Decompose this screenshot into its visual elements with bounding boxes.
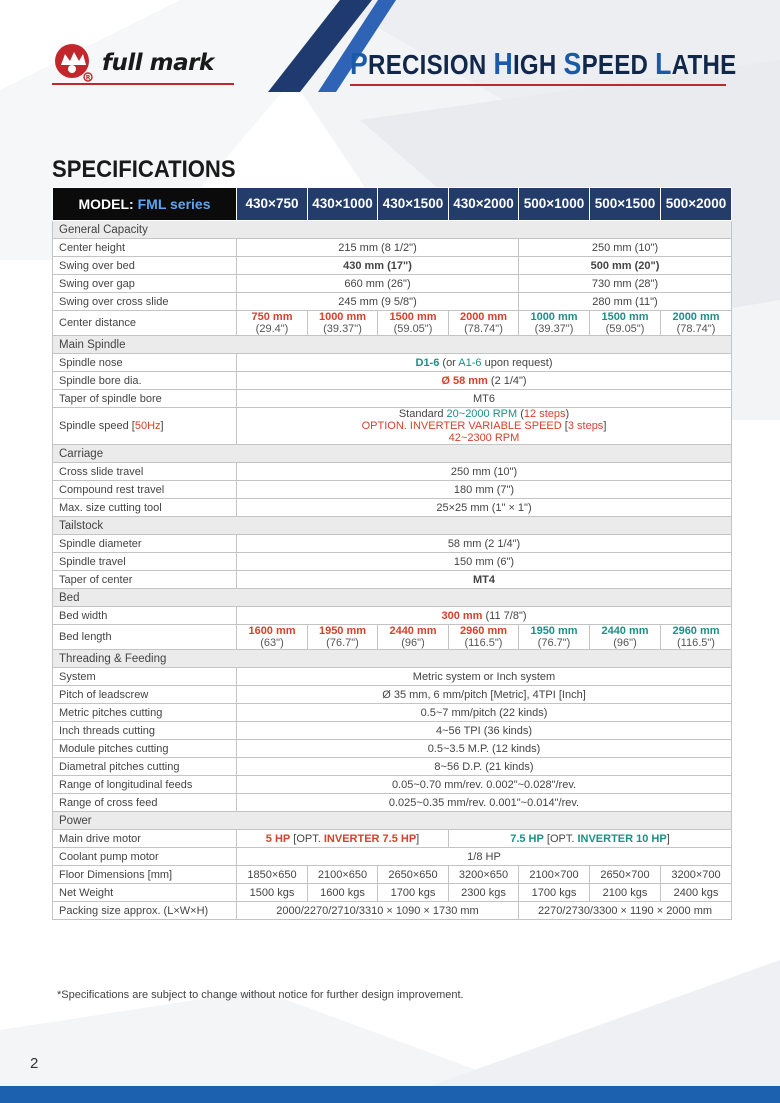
column-header: 430×750	[237, 188, 308, 221]
center-distance-cell: 2000 mm (78.74")	[449, 311, 519, 336]
model-header: MODEL: FML series	[53, 188, 237, 221]
footnote: *Specifications are subject to change without notice for further design improvement.	[57, 989, 464, 1001]
column-header: 500×1500	[590, 188, 661, 221]
cell-430: 430 mm (17")	[237, 257, 519, 275]
cell-500: 500 mm (20")	[519, 257, 732, 275]
column-header: 500×1000	[519, 188, 590, 221]
cell-value: 2400 kgs	[661, 884, 732, 902]
table-row	[53, 866, 732, 884]
section-title: Main Spindle	[53, 336, 732, 354]
cell-value: 2100 kgs	[590, 884, 661, 902]
row-label: Taper of spindle bore	[53, 390, 237, 408]
table-row	[53, 553, 732, 571]
table-row	[53, 668, 732, 686]
row-label: Packing size approx. (L×W×H)	[53, 902, 237, 920]
section-title: General Capacity	[53, 221, 732, 239]
center-distance-cell: 1000 mm (39.37")	[308, 311, 378, 336]
section-title: Power	[53, 812, 732, 830]
brand-name: full mark	[102, 50, 214, 76]
row-label: Spindle travel	[53, 553, 237, 571]
specifications-table	[52, 187, 732, 920]
row-label: Range of longitudinal feeds	[53, 776, 237, 794]
center-distance-cell: 750 mm (29.4")	[237, 311, 308, 336]
cell-value: 1/8 HP	[237, 848, 732, 866]
table-header-row	[53, 188, 732, 221]
section-title: Threading & Feeding	[53, 650, 732, 668]
cell-value: 250 mm (10")	[237, 463, 732, 481]
cell-value: 1700 kgs	[378, 884, 449, 902]
cell-value: 1600 kgs	[308, 884, 378, 902]
section-title: Carriage	[53, 445, 732, 463]
page-title: PRECISION HIGH SPEED LATHE	[350, 46, 737, 81]
row-label: Spindle bore dia.	[53, 372, 237, 390]
table-row	[53, 463, 732, 481]
cell-value: 180 mm (7")	[237, 481, 732, 499]
cell-500: 280 mm (11")	[519, 293, 732, 311]
cell-value: 2100×650	[308, 866, 378, 884]
cell-value: 3200×700	[661, 866, 732, 884]
section-row	[53, 812, 732, 830]
spindle-speed-value: Standard 20~2000 RPM (12 steps) OPTION. INVERTER VARIABLE SPEED [3 steps] 42~2300 RPM	[237, 408, 732, 445]
bed-length-cell: 2960 mm (116.5")	[661, 625, 732, 650]
row-label: Floor Dimensions [mm]	[53, 866, 237, 884]
table-row	[53, 902, 732, 920]
cell-500: 730 mm (28")	[519, 275, 732, 293]
table-row	[53, 239, 732, 257]
cell-value: 0.5~7 mm/pitch (22 kinds)	[237, 704, 732, 722]
cell-value: Ø 35 mm, 6 mm/pitch [Metric], 4TPI [Inch]	[237, 686, 732, 704]
cell-value: 8~56 D.P. (21 kinds)	[237, 758, 732, 776]
brand-logo	[52, 40, 242, 86]
row-label: Net Weight	[53, 884, 237, 902]
row-label: Bed length	[53, 625, 237, 650]
svg-text:R: R	[85, 74, 91, 82]
table-row	[53, 535, 732, 553]
bed-length-cell: 2960 mm (116.5")	[449, 625, 519, 650]
table-row	[53, 408, 732, 445]
row-label: Inch threads cutting	[53, 722, 237, 740]
table-row	[53, 830, 732, 848]
bed-length-cell: 1950 mm (76.7")	[519, 625, 590, 650]
section-title: Tailstock	[53, 517, 732, 535]
taper-spindle-bore-value: MT6	[237, 390, 732, 408]
row-label: Spindle speed [50Hz]	[53, 408, 237, 445]
row-label: Pitch of leadscrew	[53, 686, 237, 704]
cell-value: 2300 kgs	[449, 884, 519, 902]
row-label: System	[53, 668, 237, 686]
section-row	[53, 445, 732, 463]
row-label: Spindle diameter	[53, 535, 237, 553]
page-number: 2	[30, 1055, 39, 1072]
motor-500: 7.5 HP [OPT. INVERTER 10 HP]	[449, 830, 732, 848]
spindle-bore-value: Ø 58 mm (2 1/4")	[237, 372, 732, 390]
table-row	[53, 884, 732, 902]
cell-430: 660 mm (26")	[237, 275, 519, 293]
spindle-nose-value: D1-6 (or A1-6 upon request)	[237, 354, 732, 372]
table-row	[53, 311, 732, 336]
cell-value: 0.025~0.35 mm/rev. 0.001"~0.014"/rev.	[237, 794, 732, 812]
table-row	[53, 481, 732, 499]
table-row	[53, 293, 732, 311]
bed-length-cell: 1950 mm (76.7")	[308, 625, 378, 650]
row-label: Cross slide travel	[53, 463, 237, 481]
row-label: Range of cross feed	[53, 794, 237, 812]
row-label: Swing over gap	[53, 275, 237, 293]
row-label: Compound rest travel	[53, 481, 237, 499]
row-label: Module pitches cutting	[53, 740, 237, 758]
footer-bar	[0, 1086, 780, 1103]
row-label: Taper of center	[53, 571, 237, 589]
table-row	[53, 704, 732, 722]
row-label: Metric pitches cutting	[53, 704, 237, 722]
bed-length-cell: 2440 mm (96")	[378, 625, 449, 650]
row-label: Bed width	[53, 607, 237, 625]
full-mark-logo-icon	[52, 41, 96, 85]
specifications-heading: SPECIFICATIONS	[52, 156, 236, 183]
cell-value: 150 mm (6")	[237, 553, 732, 571]
column-header: 430×1000	[308, 188, 378, 221]
row-label: Swing over cross slide	[53, 293, 237, 311]
row-label: Swing over bed	[53, 257, 237, 275]
cell-430: 2000/2270/2710/3310 × 1090 × 1730 mm	[237, 902, 519, 920]
row-label: Spindle nose	[53, 354, 237, 372]
cell-value: 0.05~0.70 mm/rev. 0.002"~0.028"/rev.	[237, 776, 732, 794]
row-label: Center distance	[53, 311, 237, 336]
logo-underline	[52, 83, 234, 85]
table-row	[53, 625, 732, 650]
table-row	[53, 794, 732, 812]
bed-length-cell: 1600 mm (63")	[237, 625, 308, 650]
cell-430: 215 mm (8 1/2")	[237, 239, 519, 257]
bed-length-cell: 2440 mm (96")	[590, 625, 661, 650]
title-underline	[350, 84, 726, 86]
section-row	[53, 650, 732, 668]
table-row	[53, 275, 732, 293]
row-label: Main drive motor	[53, 830, 237, 848]
section-title: Bed	[53, 589, 732, 607]
table-row	[53, 740, 732, 758]
row-label: Coolant pump motor	[53, 848, 237, 866]
cell-value: 58 mm (2 1/4")	[237, 535, 732, 553]
center-distance-cell: 1500 mm (59.05")	[378, 311, 449, 336]
section-row	[53, 221, 732, 239]
row-label: Max. size cutting tool	[53, 499, 237, 517]
table-row	[53, 607, 732, 625]
table-row	[53, 354, 732, 372]
table-row	[53, 776, 732, 794]
table-row	[53, 499, 732, 517]
cell-value: 2650×700	[590, 866, 661, 884]
row-label: Diametral pitches cutting	[53, 758, 237, 776]
cell-430: 245 mm (9 5/8")	[237, 293, 519, 311]
section-row	[53, 336, 732, 354]
cell-value: 1700 kgs	[519, 884, 590, 902]
cell-value: Metric system or Inch system	[237, 668, 732, 686]
cell-value: 0.5~3.5 M.P. (12 kinds)	[237, 740, 732, 758]
table-row	[53, 571, 732, 589]
motor-430: 5 HP [OPT. INVERTER 7.5 HP]	[237, 830, 449, 848]
cell-value: 25×25 mm (1" × 1")	[237, 499, 732, 517]
table-row	[53, 686, 732, 704]
cell-500: 2270/2730/3300 × 1190 × 2000 mm	[519, 902, 732, 920]
cell-value: 2100×700	[519, 866, 590, 884]
table-row	[53, 257, 732, 275]
center-distance-cell: 1000 mm (39.37")	[519, 311, 590, 336]
column-header: 500×2000	[661, 188, 732, 221]
section-row	[53, 589, 732, 607]
table-row	[53, 758, 732, 776]
bed-width-value: 300 mm (11 7/8")	[237, 607, 732, 625]
center-distance-cell: 2000 mm (78.74")	[661, 311, 732, 336]
cell-value: 3200×650	[449, 866, 519, 884]
column-header: 430×2000	[449, 188, 519, 221]
section-row	[53, 517, 732, 535]
cell-value: 4~56 TPI (36 kinds)	[237, 722, 732, 740]
table-row	[53, 722, 732, 740]
table-row	[53, 390, 732, 408]
cell-value: 1500 kgs	[237, 884, 308, 902]
table-row	[53, 848, 732, 866]
center-distance-cell: 1500 mm (59.05")	[590, 311, 661, 336]
cell-500: 250 mm (10")	[519, 239, 732, 257]
table-row	[53, 372, 732, 390]
column-header: 430×1500	[378, 188, 449, 221]
cell-value: MT4	[237, 571, 732, 589]
cell-value: 2650×650	[378, 866, 449, 884]
cell-value: 1850×650	[237, 866, 308, 884]
row-label: Center height	[53, 239, 237, 257]
